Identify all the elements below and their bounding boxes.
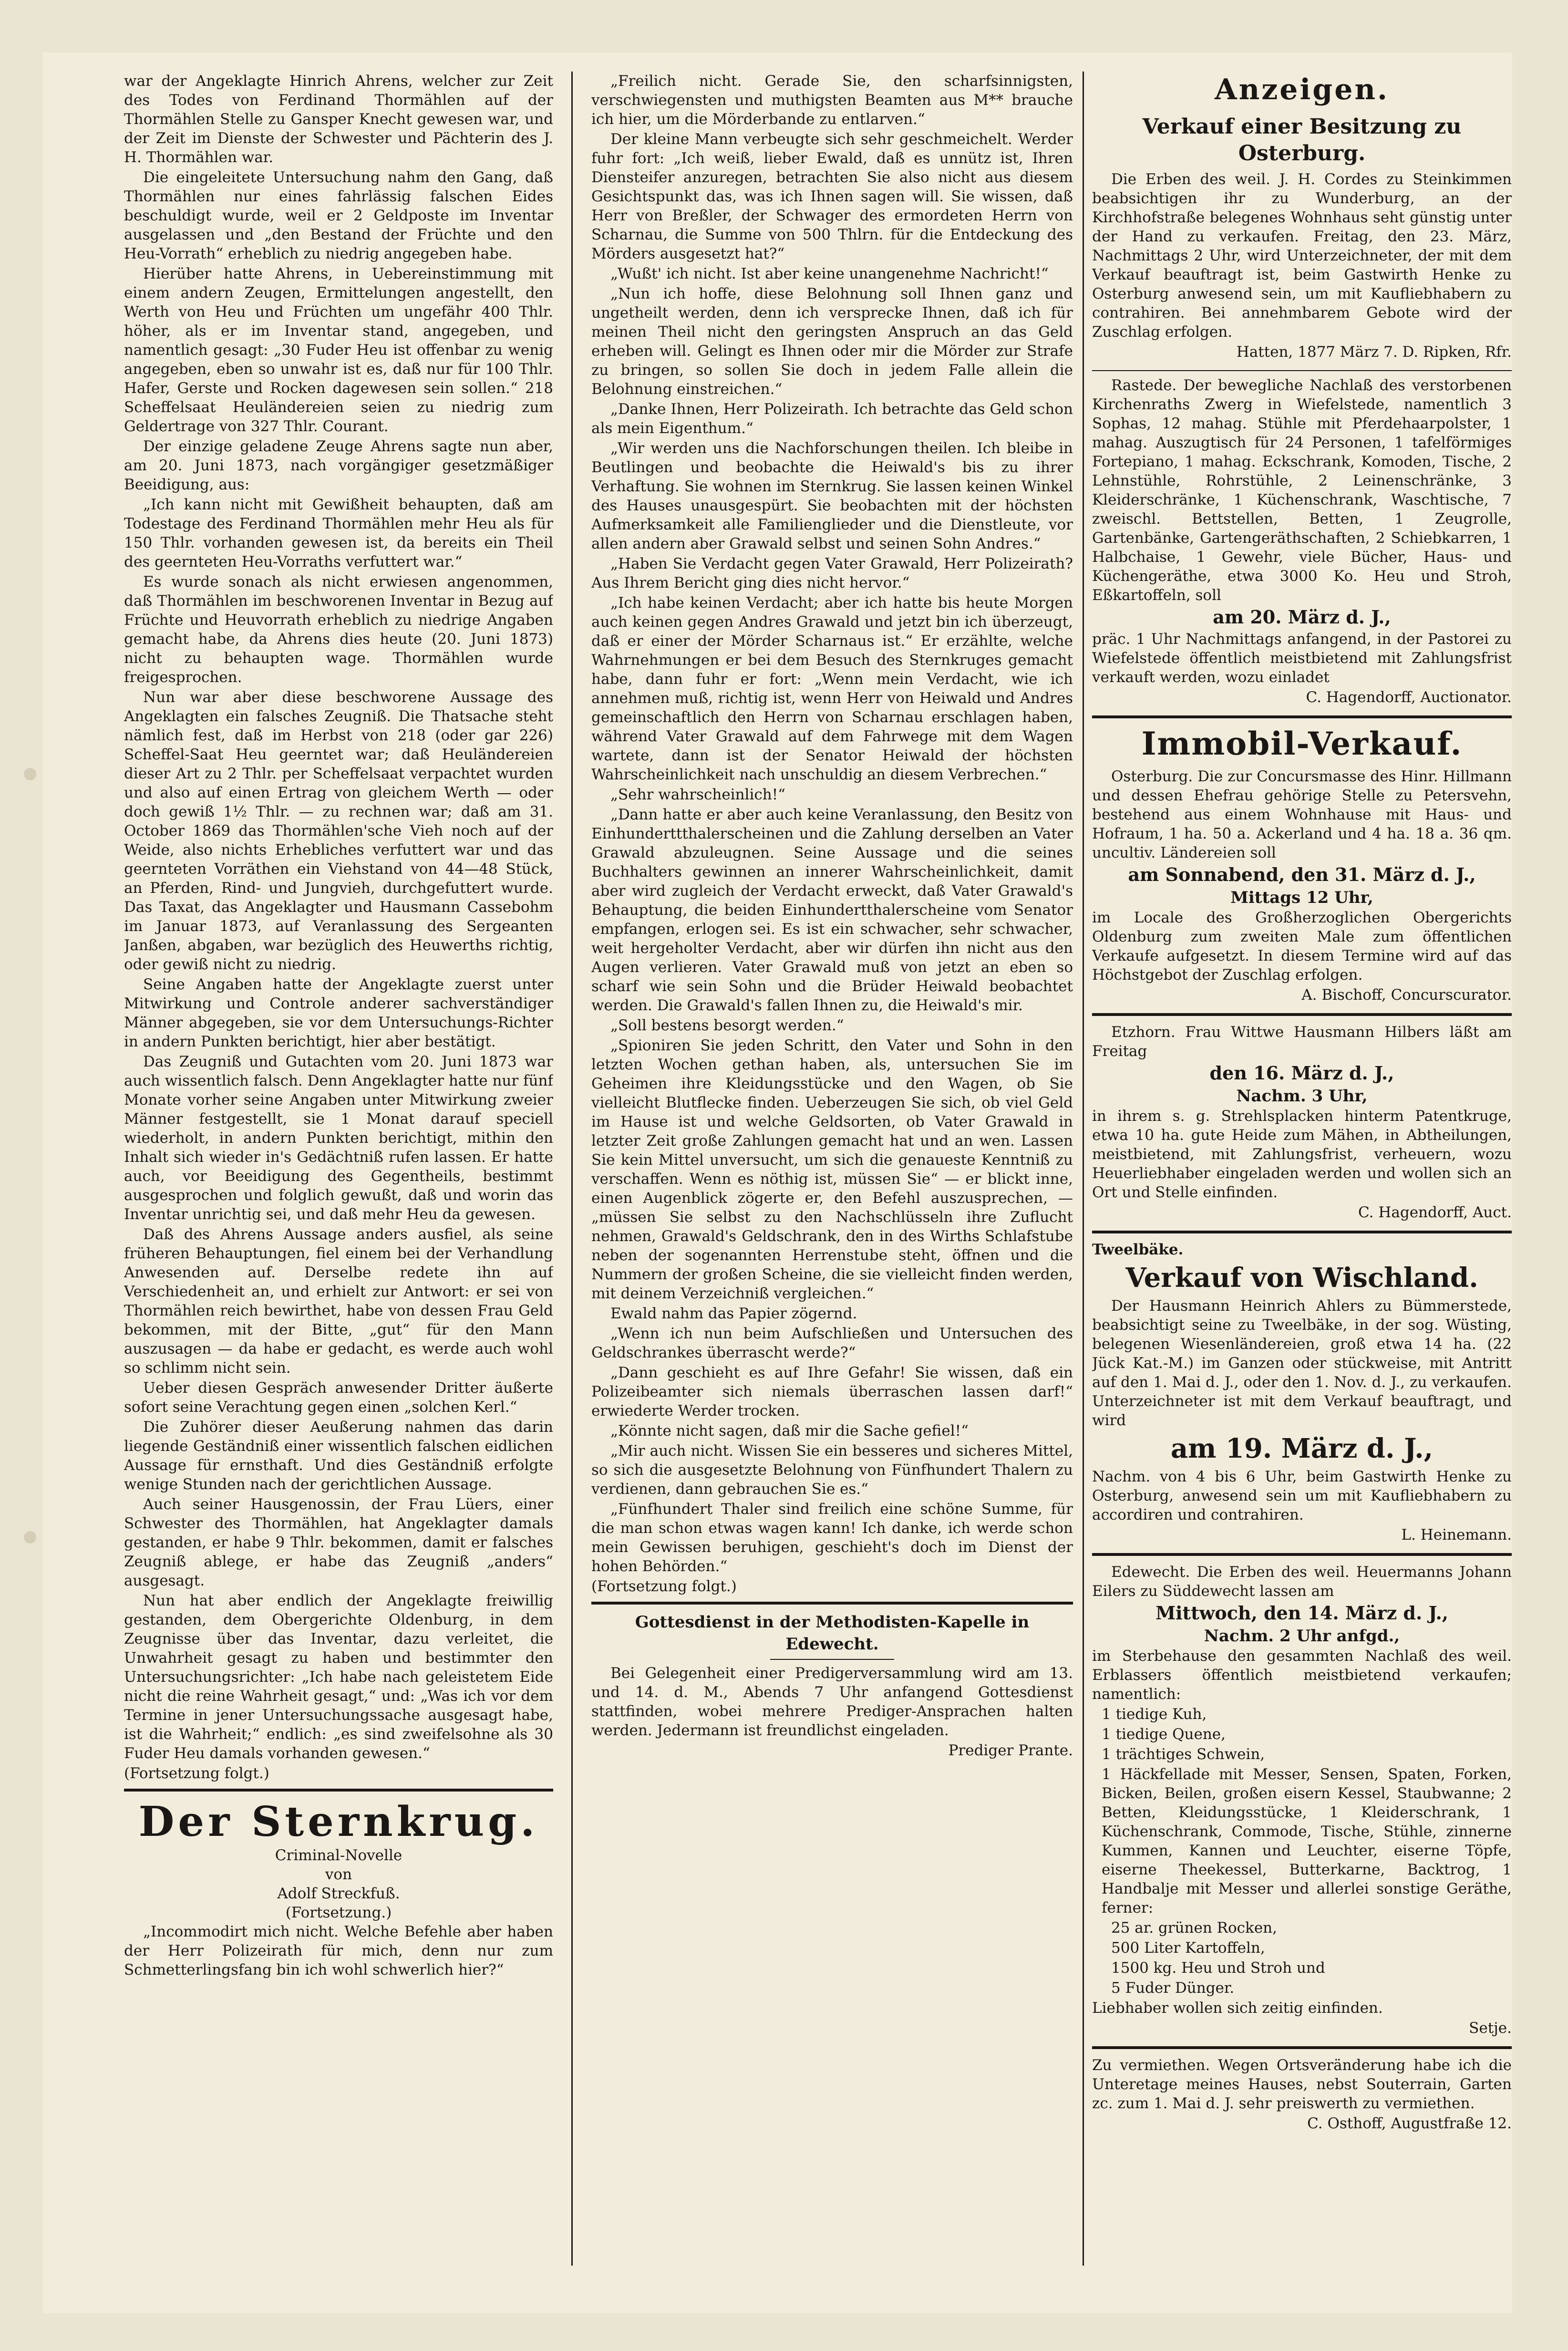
paragraph: Der kleine Mann verbeugte sich sehr geschmeichelt. Werder fuhr fort: „Ich weiß, lieber Ewald, daß es unnütz ist, Ihren Diensteifer anzuregen, betrachten Sie also nicht aus diesem Gesichtspunkt das, was ich Ihnen sagen will. Sie wissen, daß Herr von Breßler, der Schwager des ermordeten Herrn von Scharnau, die Summe von 500 Thlrn. für die Entdeckung des Mörders ausgesetzt hat?“ — [591, 131, 1073, 262]
ad-edewecht-auction — [1092, 1563, 1512, 2038]
ad-signature: C. Osthoff, Augustfraße 12. — [1307, 2115, 1512, 2132]
paragraph: „Nun ich hoffe, diese Belohnung soll Ihnen ganz und ungetheilt werden, denn ich versprecke Ihnen, daß ich für meinen Theil nicht den geringsten Anspruch an das Geld erheben will. Gelingt es Ihnen oder mir die Mörder zur Strafe zu bringen, so sollen Sie doch in jedem Falle allein die Belohnung einstreichen.“ — [591, 285, 1073, 398]
paragraph: Daß des Ahrens Aussage anders ausfiel, als seine früheren Behauptungen, fiel einem bei der Verhandlung Anwesenden auf. Derselbe redete ihn auf Verschiedenheit an, und erhielt zur Antwort: er sei von Thormählen reich bewirthet, habe von dessen Frau Geld bekommen, mit der Bitte, „gut“ für den Mann auszusagen — da habe er gedacht, es werde auch wohl so schlimm nicht sein. — [124, 1226, 553, 1377]
ad-text: im Sterbehause den gesammten Nachlaß des weil. Erblassers öffentlich meistbietend verkaufen; namentlich: — [1092, 1647, 1512, 1703]
paragraph: „Mir auch nicht. Wissen Sie ein besseres und sicheres Mittel, so sich die ausgesetzte Belohnung von Fünfhundert Thalern zu verdienen, dann gebrauchen Sie es.“ — [591, 1442, 1073, 1498]
paragraph: „Danke Ihnen, Herr Polizeirath. Ich betrachte das Geld schon als mein Eigenthum.“ — [591, 401, 1073, 437]
church-notice — [591, 1611, 1073, 1760]
column-1 — [124, 72, 553, 1980]
notice-signature: Prediger Prante. — [948, 1742, 1073, 1759]
ad-text: Edewecht. Die Erben des weil. Heuermanns Johann Eilers zu Süddewecht lassen am — [1092, 1564, 1512, 1600]
ad-date: Mittwoch, den 14. März d. J., — [1155, 1602, 1448, 1624]
ad-signature: Hatten, 1877 März 7. D. Ripken, Rfr. — [1236, 343, 1512, 361]
paragraph: „Wenn ich nun beim Aufschließen und Untersuchen des Geldschrankes überrascht werde?“ — [591, 1325, 1073, 1361]
paragraph: „Ich habe keinen Verdacht; aber ich hatte bis heute Morgen auch keinen gegen Andres Grawald und jetzt bin ich überzeugt, daß er einer der Mörder Scharnaus ist.“ Er erzählte, welche Wahrnehmungen er bei dem Besuch des Sternkruges gemacht habe, dann fuhr er fort: „Wenn mein Verdacht, wie ich annehmen muß, richtig ist, wenn Herr von Heiwald und Andres gemeinschaftlich den Herrn von Scharnau erschlagen haben, während Vater Grawald auf dem Fahrwege mit dem Wagen wartete, dann ist der Senator Heiwald der höchsten Wahrscheinlichkeit nach unschuldig an diesem Verbrechen.“ — [591, 594, 1073, 783]
novel-continuation: (Fortsetzung.) — [285, 1904, 392, 1921]
court-report — [124, 72, 553, 1783]
ad-text: in ihrem s. g. Strehlsplacken hinterm Patentkruge, etwa 10 ha. gute Heide zum Mähen, in Abtheilungen, meistbietend, mit Zahlungsfrist, verheuern, wozu Heuerliebhaber eingeladen werden und wollen sich an Ort und Stelle einfinden. — [1092, 1108, 1512, 1201]
novel-continued — [591, 72, 1073, 1596]
novel-genre: Criminal-Novelle — [275, 1847, 402, 1864]
paragraph: „Spioniren Sie jeden Schritt, den Vater und Sohn in den letzten Wochen gethan haben, als, untersuchen Sie im Geheimen ihre Kleidungsstücke und den Wagen, ob Sie vielleicht Blutflecke finden. Ueberzeugen Sie sich, ob viel Geld im Hause ist und welche Geldsorten, ob Vater Grawald in letzter Zeit große Zahlungen gemacht hat und an wen. Lassen Sie kein Mittel unversucht, um sich die genaueste Kenntniß zu verschaffen. Wenn es nöthig ist, müssen Sie“ — er blickt inne, einen Augenblick zögerte er, den Befehl auszusprechen, — „müssen Sie selbst zu den Nachschlüsseln ihre Zuflucht nehmen, Grawald's Geldschrank, den in des Wirths Schlafstube neben der sogenannten Herrenstube steht, öffnen und die Nummern der großen Scheine, die sie vielleicht finden werden, mit deinem Verzeichniß vergleichen.“ — [591, 1037, 1073, 1302]
ad-etzhorn-heath — [1092, 1023, 1512, 1222]
paragraph: „Dann hatte er aber auch keine Veranlassung, den Besitz von Einhunderttthalerscheinen und die Zahlung derselben an Vater Grawald abzuleugnen. Seine Aussage und die seines Buchhalters gewinnen an innerer Wahrscheinlichkeit, damit aber wird zugleich der Verdacht erweckt, daß Vater Grawald's Behauptung, die beiden Einhundertthalerscheine vom Senator empfangen, erlogen sei. Es ist ein schwacher, sehr schwacher, weit hergeholter Verdacht, aber wir dürfen ihn nicht aus den Augen verlieren. Vater Grawald muß von jetzt an eben so scharf wie sein Sohn und die Brüder Heiwald beobachtet werden. Die Grawald's fallen Ihnen zu, die Heiwald's mir. — [591, 806, 1073, 1014]
novel-by: von — [325, 1866, 352, 1883]
paragraph: Ewald nahm das Papier zögernd. — [610, 1305, 857, 1322]
ad-signature: A. Bischoff, Concurscurator. — [1301, 986, 1512, 1004]
ad-zu-vermiethen — [1092, 2056, 1512, 2133]
continuation-note: (Fortsetzung folgt.) — [124, 1765, 269, 1782]
notice-text: Bei Gelegenheit einer Predigerversammlung wird am 13. und 14. d. M., Abends 7 Uhr anfangend Gottesdienst stattfinden, wobei mehrere Prediger-Ansprachen halten werden. Jedermann ist freundlichst eingeladen. — [591, 1665, 1073, 1739]
ad-place: Tweelbäke. — [1092, 1241, 1184, 1258]
paragraph: „Dann geschieht es auf Ihre Gefahr! Sie wissen, daß ein Polizeibeamter sich niemals überraschen lassen darf!“ erwiederte Werder trocken. — [591, 1364, 1073, 1419]
paragraph: Hierüber hatte Ahrens, in Uebereinstimmung mit einem andern Zeugen, Ermittelungen angestellt, den Werth von Heu und Früchten um ungefähr 400 Thlr. höher, als er im Inventar stand, angegeben, und namentlich gesagt: „30 Fuder Heu ist offenbar zu wenig angegeben, eben so unwahr ist es, daß nur für 100 Thlr. Hafer, Gerste und Rocken dagewesen sein sollen.“ 218 Scheffelsaat Heuländereien seien zu niedrig zum Geldertrage von 327 Thlr. Courant. — [124, 265, 553, 435]
ad-text: Nachm. von 4 bis 6 Uhr, beim Gastwirth Henke zu Osterburg, anwesend sein um mit Kaufliebhabern zu accordiren und contrahiren. — [1092, 1468, 1512, 1523]
newspaper-page — [43, 52, 1512, 2313]
binding-hole — [24, 1531, 36, 1543]
paragraph: „Wußt' ich nicht. Ist aber keine unangenehme Nachricht!“ — [610, 265, 1049, 282]
notice-title: Gottesdienst in der Methodisten-Kapelle in Edewecht. — [635, 1613, 1030, 1654]
ad-text: Zu vermiethen. Wegen Ortsveränderung habe ich die Unteretage meines Hauses, nebst Souterrain, Garten zc. zum 1. Mai d. J. sehr preiswerth zu vermiethen. — [1092, 2057, 1512, 2112]
paragraph: „Incommodirt mich nicht. Welche Befehle aber haben der Herr Polizeirath für mich, denn nur zum Schmetterlingsfang bin ich wohl schwerlich hier?“ — [124, 1923, 553, 1978]
ad-title: Immobil-Verkauf. — [1141, 725, 1463, 762]
list-item: 5 Fuder Dünger. — [1111, 1979, 1235, 1997]
list-item: 1 tiedige Kuh, — [1102, 1706, 1207, 1723]
paragraph: Der einzige geladene Zeuge Ahrens sagte nun aber, am 20. Juni 1873, nach vorgängiger gesetzmäßiger Beeidigung, aus: — [124, 438, 553, 493]
paragraph: Es wurde sonach als nicht erwiesen angenommen, daß Thormählen im beschworenen Inventar in Bezug auf Früchte und Heuvorrath erheblich zu niedrige Angaben gemacht habe, da Ahrens dies heute (20. Juni 1873) nicht zu behaupten wage. Thormählen wurde freigesprochen. — [124, 573, 553, 686]
ads-header: Anzeigen. — [1215, 73, 1389, 106]
ad-date: am 19. März d. J., — [1170, 1433, 1434, 1464]
list-item: 500 Liter Kartoffeln, — [1111, 1939, 1265, 1957]
paragraph: „Soll bestens besorgt werden.“ — [610, 1017, 844, 1034]
paragraph: Nun war aber diese beschworene Aussage des Angeklagten ein falsches Zeugniß. Die Thatsache steht nämlich fest, daß im Herbst von 218 (oder gar 226) Scheffel-Saat Heu geerntet war; daß Heuländereien dieser Art zu 2 Thlr. per Scheffelsaat verpachtet wurden und also auf einen Ertrag von gleichem Werth — oder doch gewiß 1½ Thlr. — zu rechnen war; daß am 31. October 1869 das Thormählen'sche Vieh noch auf der Weide, also nichts Erhebliches verfuttert war und das geernteten Vorräthen ein Viehstand von 44—48 Stück, an Pferden, Rind- und Jungvieh, durchgefuttert wurde. Das Taxat, das Angeklagter und Hausmann Cassebohm im Januar 1873, auf Veranlassung des Sergeanten Janßen, abgaben, war bezüglich des Heuwerths richtig, oder gewiß nicht zu niedrig. — [124, 689, 553, 973]
ad-divider — [1092, 1553, 1512, 1556]
ad-signature: L. Heinemann. — [1401, 1526, 1512, 1543]
ad-text: Liebhaber wollen sich zeitig einfinden. — [1092, 1999, 1383, 2017]
paragraph: „Freilich nicht. Gerade Sie, den scharfsinnigsten, verschwiegensten und muthigsten Beamten aus M** brauche ich hier, um die Mörderbande zu entlarven.“ — [591, 72, 1073, 128]
column-3-advertisements — [1092, 72, 1512, 2142]
column-rule — [1083, 72, 1084, 2266]
ad-text: Osterburg. Die zur Concursmasse des Hinr. Hillmann und dessen Ehefrau gehörige Stelle zu Petersvehn, bestehend aus einem Wohnhause mit Haus- und Hofraum, 1 ha. 50 a. Ackerland und 4 ha. 18 a. 36 qm. uncultiv. Ländereien soll — [1092, 768, 1512, 861]
ad-time: Nachm. 3 Uhr, — [1236, 1087, 1368, 1106]
section-divider — [591, 1602, 1073, 1605]
list-item: 1 Häckfellade mit Messer, Sensen, Spaten, Forken, Bicken, Beilen, großen eisern Kessel, Staubwanne; 2 Betten, Kleidungsstücke, 1 Kleiderschrank, 1 Küchenschrank, Commode, Tische, Stühle, zinnerne Kummen, Kannen und Leuchter, eiserne Töpfe, eiserne Theekessel, Butterkarne, Backtrog, 1 Handbalje mit Messer und allerlei sonstige Geräthe, ferner: — [1102, 1766, 1512, 1916]
serial-novel — [124, 1798, 553, 1979]
paragraph: Die Zuhörer dieser Aeußerung nahmen das darin liegende Geständniß einer wissentlich falschen eidlichen Aussage für ernsthaft. Und dies Geständniß erfolgte wenige Stunden nach der gerichtlichen Aussage. — [124, 1419, 553, 1493]
list-item: 1500 kg. Heu und Stroh und — [1111, 1959, 1325, 1977]
ad-osterburg-property — [1092, 114, 1512, 362]
paragraph: „Sehr wahrscheinlich!“ — [610, 786, 786, 803]
paragraph: Die eingeleitete Untersuchung nahm den Gang, daß Thormählen nur eines fahrlässig falschen Eides beschuldigt wurde, weil er 2 Geldposte im Inventar ausgelassen und „den Bestand der Früchte und den Heu-Vorrath“ erheblich zu niedrig angegeben habe. — [124, 169, 553, 262]
paragraph: Seine Angaben hatte der Angeklagte zuerst unter Mitwirkung und Controle anderer sachverständiger Männer abgegeben, sie vor dem Untersuchungs-Richter in andern Punkten berichtigt, hier aber bestätigt. — [124, 976, 553, 1050]
ad-immobil-verkauf — [1092, 725, 1512, 1005]
paragraph: Auch seiner Hausgenossin, der Frau Lüers, einer Schwester des Thormählen, hat Angeklagter damals gestanden, er habe 9 Thlr. bekommen, damit er falsches Zeugniß ablege, er habe das Zeugniß „anders“ ausgesagt. — [124, 1496, 553, 1589]
paragraph: „Wir werden uns die Nachforschungen theilen. Ich bleibe in Beutlingen und beobachte die Heiwald's bis zu ihrer Verhaftung. Sie wohnen im Sternkrug. Sie lassen keinen Winkel des Hauses unausgespürt. Sie beobachten mit der höchsten Aufmerksamkeit alle Familienglieder und die Dienstleute, vor allen andern aber Grawald selbst und seinen Sohn Andres.“ — [591, 440, 1073, 552]
ad-signature: C. Hagendorff, Auctionator. — [1306, 689, 1512, 706]
ad-text: im Locale des Großherzoglichen Obergerichts Oldenburg zum zweiten Male zum öffentlichen Verkaufe aufgesetzt. In diesem Termine wird auf das Höchstgebot der Zuschlag erfolgen. — [1092, 909, 1512, 984]
ad-text: Etzhorn. Frau Wittwe Hausmann Hilbers läßt am Freitag — [1092, 1024, 1512, 1060]
paragraph: Nun hat aber endlich der Angeklagte freiwillig gestanden, dem Obergerichte Oldenburg, in dem Zeugnisse über das Inventar, dazu verleitet, die Unwahrheit gesagt zu haben und bestimmter den Untersuchungsrichter: „Ich habe nach geleistetem Eide nicht die reine Wahrheit gesagt,“ und: „Was ich vor dem Termine in jener Untersuchungssache ausgesagt habe, ist die Wahrheit;“ endlich: „es sind zweifelsohne als 30 Fuder Heu damals vorhanden gewesen.“ — [124, 1592, 553, 1762]
short-divider — [770, 1659, 894, 1660]
ad-time: Mittags 12 Uhr, — [1230, 888, 1373, 907]
ad-divider — [1092, 715, 1512, 718]
ad-text: Rastede. Der bewegliche Nachlaß des verstorbenen Kirchenraths Zwerg in Wiefelstede, namentlich 3 Sophas, 12 mahag. Stühle mit Pferdehaarpolster, 1 mahag. Auszugtisch für 24 Personen, 1 tafelförmiges Fortepiano, 1 mahag. Eckschrank, Komoden, Tische, 2 Lehnstühle, Rohrstühle, 2 Leinenschränke, 3 Kleiderschränke, 1 Küchenschrank, Waschtische, 7 zweischl. Bettstellen, Betten, 1 Zeugrolle, Gartenbänke, Gartengeräthschaften, 2 Schiebkarren, 1 Halbchaise, 1 Gewehr, viele Bücher, Haus- und Küchengeräthe, etwa 3000 Ko. Heu und Stroh, Eßkartoffeln, soll — [1092, 377, 1512, 604]
ad-text: Die Erben des weil. J. H. Cordes zu Steinkimmen beabsichtigen ihr zu Wunderburg, an der Kirchhofstraße belegenes Wohnhaus seht günstig unter der Hand zu verkaufen. Freitag, den 23. März, Nachmittags 2 Uhr, wird Unterzeichneter, der mit dem Verkauf beauftragt ist, beim Gastwirth Henke zu Osterburg anwesend sein, um mit Kaufliebhabern zu contrahiren. Bei annehmbarem Gebote wird der Zuschlag erfolgen. — [1092, 171, 1512, 341]
ad-text: Der Hausmann Heinrich Ahlers zu Bümmerstede, beabsichtigt seine zu Tweelbäke, in der sog. Wüsting, belegenen Wiesenländereien, groß etwa 14 ha. (22 Jück Kat.-M.) im Ganzen oder stückweise, mit Antritt auf den 1. Mai d. J., oder den 1. Nov. d. J., zu verkaufen. Unterzeichneter ist mit dem Verkauf beauftragt, und wird — [1092, 1297, 1512, 1429]
ad-signature: Setje. — [1469, 2020, 1512, 2037]
ad-time: Nachm. 2 Uhr anfgd., — [1204, 1626, 1400, 1646]
novel-author: Adolf Streckfuß. — [277, 1885, 400, 1902]
binding-hole — [24, 768, 36, 780]
ad-date: den 16. März d. J., — [1209, 1062, 1394, 1084]
paragraph: „Ich kann nicht mit Gewißheit behaupten, daß am Todestage des Ferdinand Thormählen mehr Heu als für 150 Thlr. vorhanden gewesen ist, da bereits ein Theil des geernteten Heu-Vorraths verfuttert war.“ — [124, 496, 553, 570]
ad-divider — [1092, 370, 1512, 371]
ad-date: am Sonnabend, den 31. März d. J., — [1128, 864, 1476, 885]
ad-rastede-estate — [1092, 376, 1512, 707]
ad-title: Verkauf einer Besitzung zu Osterburg. — [1142, 114, 1462, 166]
ad-tweelbaeke-wischland — [1092, 1240, 1512, 1544]
list-item: 1 tiedige Quene, — [1102, 1726, 1226, 1743]
ad-divider — [1092, 1013, 1512, 1016]
column-rule — [571, 72, 573, 2266]
auction-item-list — [1092, 1705, 1512, 1998]
paragraph: „Könnte nicht sagen, daß mir die Sache gefiel!“ — [610, 1422, 969, 1440]
ad-date: am 20. März d. J., — [1213, 606, 1391, 628]
paragraph: war der Angeklagte Hinrich Ahrens, welcher zur Zeit des Todes von Ferdinand Thormählen auf der Thormählen Stelle zu Gansper Knecht gewesen war, und der Zeit im Dienste der Schwester und Pächterin des J. H. Thormählen war. — [124, 72, 553, 166]
paragraph: „Haben Sie Verdacht gegen Vater Grawald, Herr Polizeirath? Aus Ihrem Bericht ging dies nicht hervor.“ — [591, 555, 1073, 591]
paragraph: Das Zeugniß und Gutachten vom 20. Juni 1873 war auch wissentlich falsch. Denn Angeklagter hatte nur fünf Monate vorher seine Angaben unter Mitwirkung zweier Männer festgestellt, sie 1 Monat darauf speciell wiederholt, in andern Punkten berichtigt, mithin den Inhalt sich wieder in's Gedächtniß rufen lassen. Er hatte auch, vor Beeidigung des Gegentheils, bestimmt ausgesprochen und folglich gewußt, daß und worin das Inventar unrichtig sei, und daß mehr Heu da gewesen. — [124, 1053, 553, 1223]
ad-title: Verkauf von Wischland. — [1125, 1262, 1478, 1294]
ad-text: präc. 1 Uhr Nachmittags anfangend, in der Pastorei zu Wiefelstede öffentlich meistbietend mit Zahlungsfrist verkauft werden, wozu einladet — [1092, 631, 1512, 686]
paragraph: Ueber diesen Gespräch anwesender Dritter äußerte sofort seine Verachtung gegen einen „solchen Kerl.“ — [124, 1379, 553, 1416]
novel-title: Der Sternkrug. — [138, 1798, 539, 1846]
column-2 — [591, 72, 1073, 1760]
ad-divider — [1092, 2046, 1512, 2049]
ad-signature: C. Hagendorff, Auct. — [1358, 1204, 1512, 1221]
continuation-note: (Fortsetzung folgt.) — [591, 1578, 737, 1595]
ad-divider — [1092, 1231, 1512, 1233]
paragraph: „Fünfhundert Thaler sind freilich eine schöne Summe, für die man schon etwas wagen kann! Ich danke, ich werde schon mein Gewissen beruhigen, geschieht's doch im Dienst der hohen Behörden.“ — [591, 1501, 1073, 1575]
list-item: 1 trächtiges Schwein, — [1102, 1746, 1265, 1763]
list-item: 25 ar. grünen Rocken, — [1111, 1919, 1277, 1937]
section-divider — [124, 1789, 553, 1792]
